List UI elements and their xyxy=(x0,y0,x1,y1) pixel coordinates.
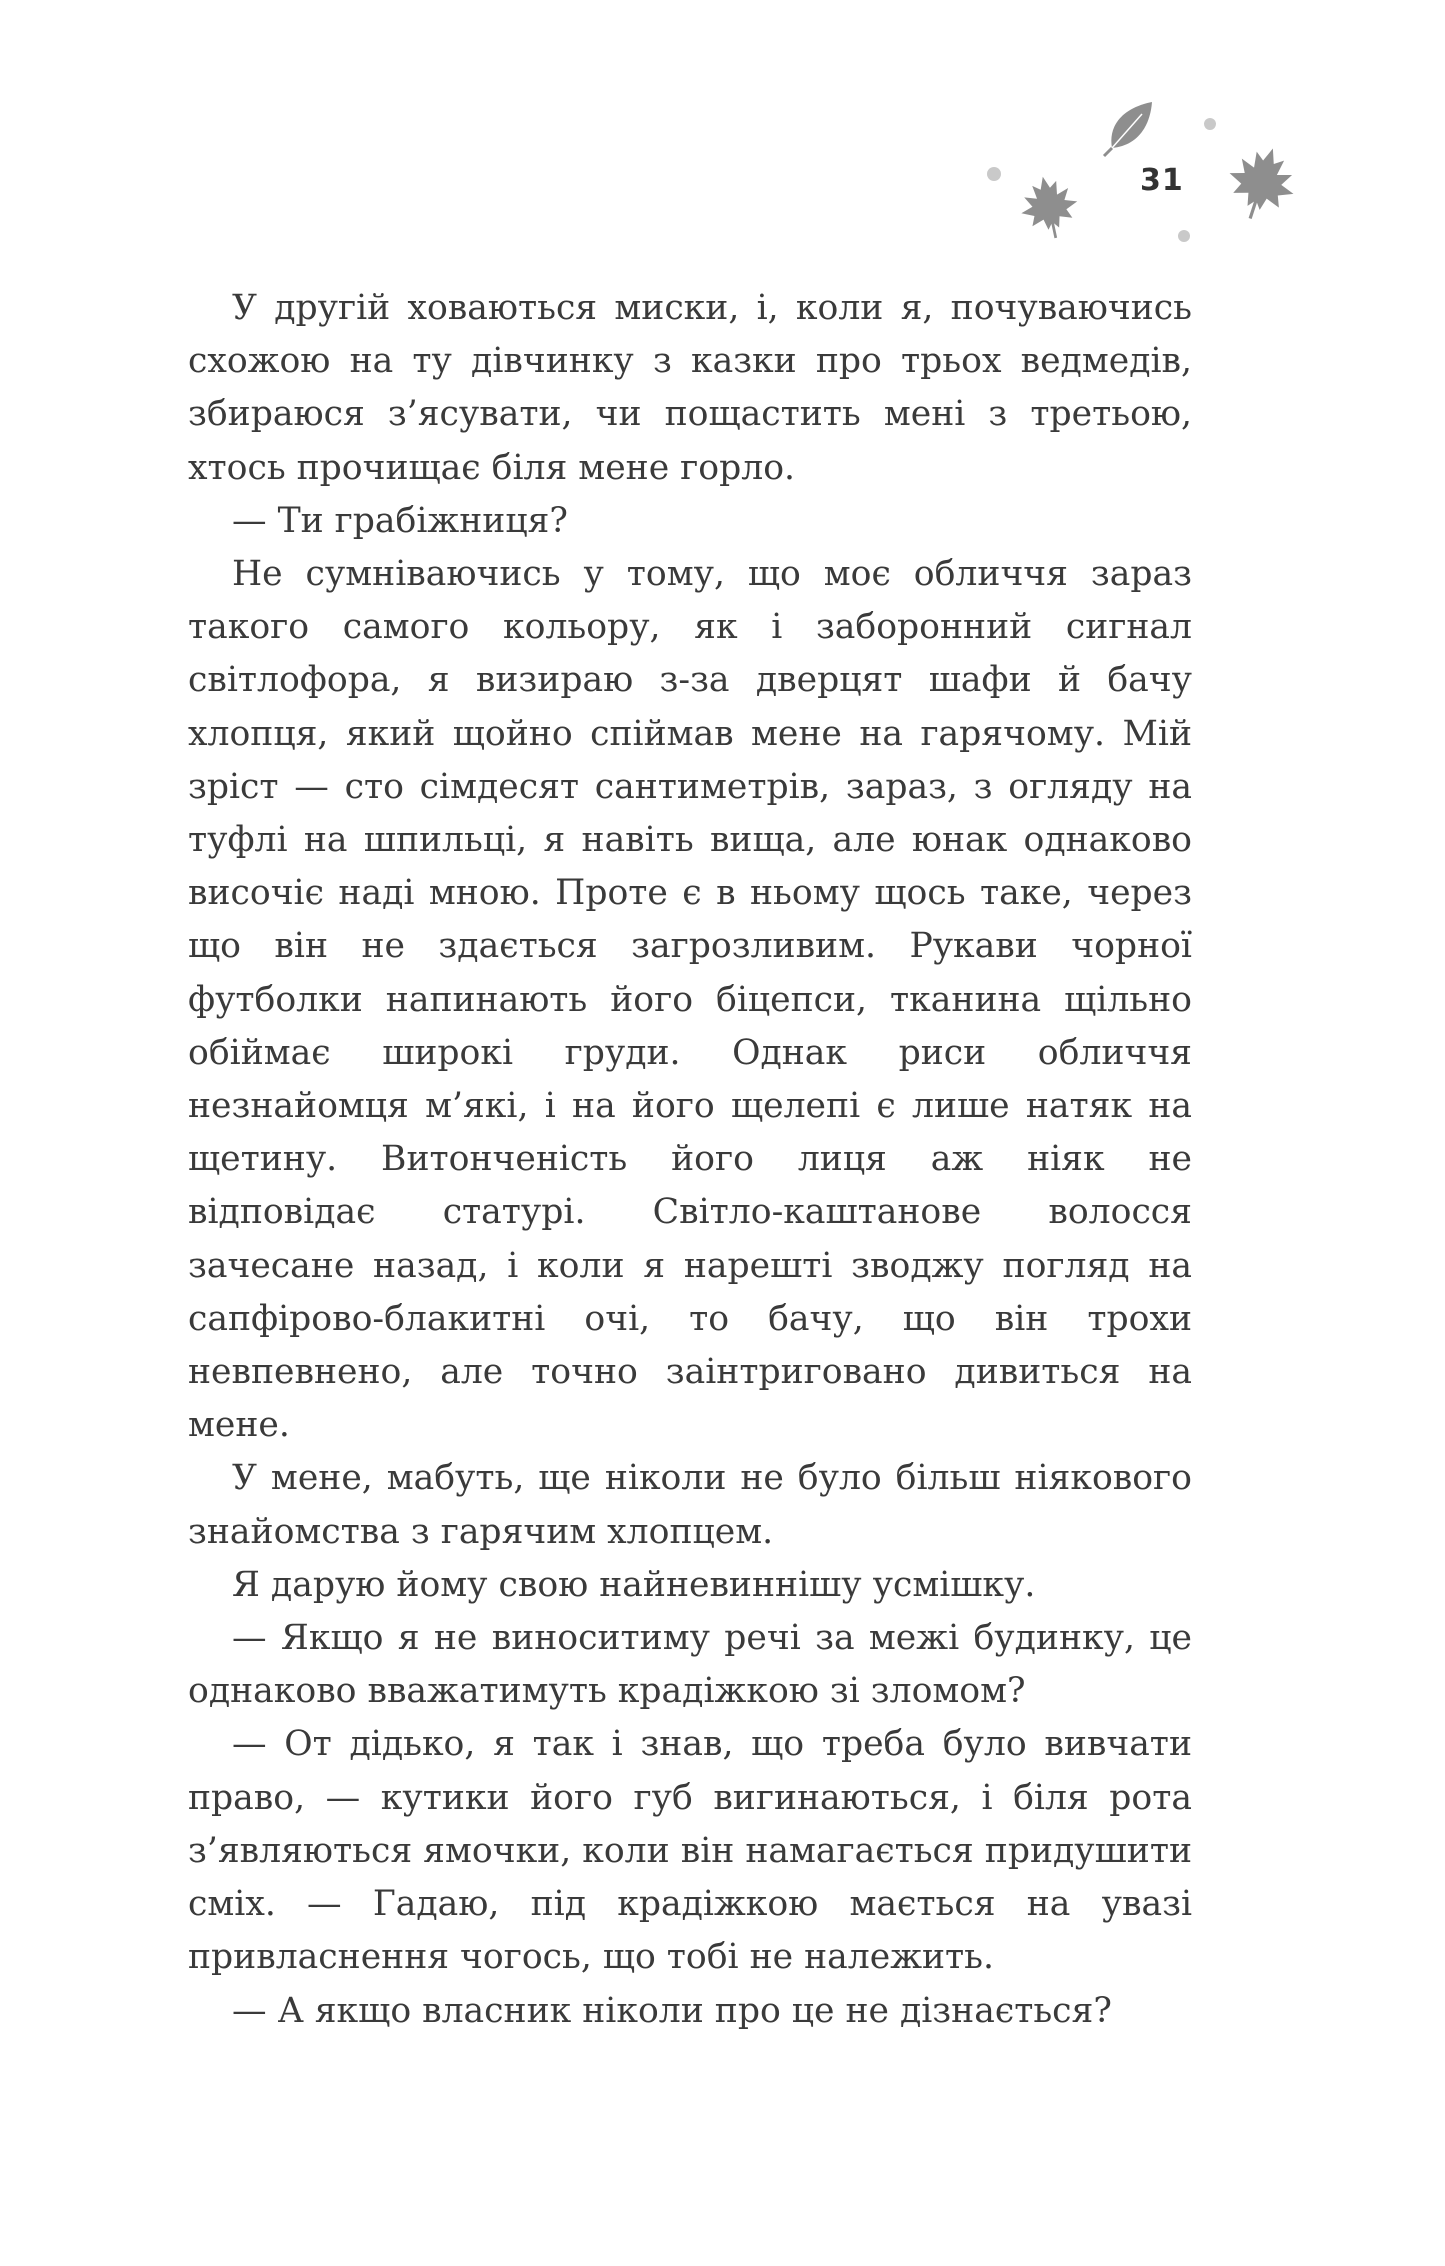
paragraph: Я дарую йому свою найневиннішу усмішку. xyxy=(232,1564,1036,1605)
dialogue-line: — Якщо я не виноситиму речі за межі будинку, це однаково вважатимуть крадіжкою зі зломом? xyxy=(188,1618,1192,1712)
dialogue-line: — От дідько, я так і знав, що треба було вивчати право, — кутики його губ вигинаються, і біля рота з’являються ямочки, коли він намагається придушити сміх. — Гадаю, під крадіжкою мається на увазі привласнення чогось, що тобі не належить. xyxy=(188,1724,1192,1978)
paragraph: Не сумніваючись у тому, що моє обличчя зараз такого самого кольору, як і заборонний сигнал світлофора, я визираю з-за дверцят шафи й бачу хлопця, який щойно спіймав мене на гарячому. Мій зріст — сто сімдесят сантиметрів, зараз, з огляду на туфлі на шпильці, я навіть вища, але юнак однаково височіє наді мною. Проте є в ньому щось таке, через що він не здається загрозливим. Рукави чорної футболки напинають його біцепси, тканина щільно обіймає широкі груди. Однак риси обличчя незнайомця м’які, і на його щелепі є лише натяк на щетину. Витонченість його лиця аж ніяк не відповідає статурі. Світло-каштанове волосся зачесане назад, і коли я нарешті зводжу погляд на сапфірово-блакитні очі, то бачу, що він трохи невпевнено, але точно заінтриговано дивиться на мене. xyxy=(188,554,1192,1446)
maple-leaf-icon xyxy=(1015,172,1083,240)
leaf-icon xyxy=(1100,96,1162,158)
paragraph: У другій ховаються миски, і, коли я, почуваючись схожою на ту дівчинку з казки про трьох ведмедів, збираюся з’ясувати, чи пощастить мені з третьою, хтось прочищає біля мене горло. xyxy=(188,288,1192,488)
decorative-dot xyxy=(1204,118,1216,130)
body-text xyxy=(188,282,1192,2038)
page-header xyxy=(0,0,1445,280)
decorative-dot xyxy=(1178,230,1190,242)
dialogue-line: — А якщо власник ніколи про це не дізнається? xyxy=(232,1990,1112,2031)
paragraph: У мене, мабуть, ще ніколи не було більш ніякового знайомства з гарячим хлопцем. xyxy=(188,1458,1192,1552)
dialogue-line: — Ти грабіжниця? xyxy=(232,500,568,541)
maple-leaf-icon xyxy=(1222,142,1302,222)
page-number: 31 xyxy=(1140,163,1184,198)
decorative-dot xyxy=(987,167,1001,181)
